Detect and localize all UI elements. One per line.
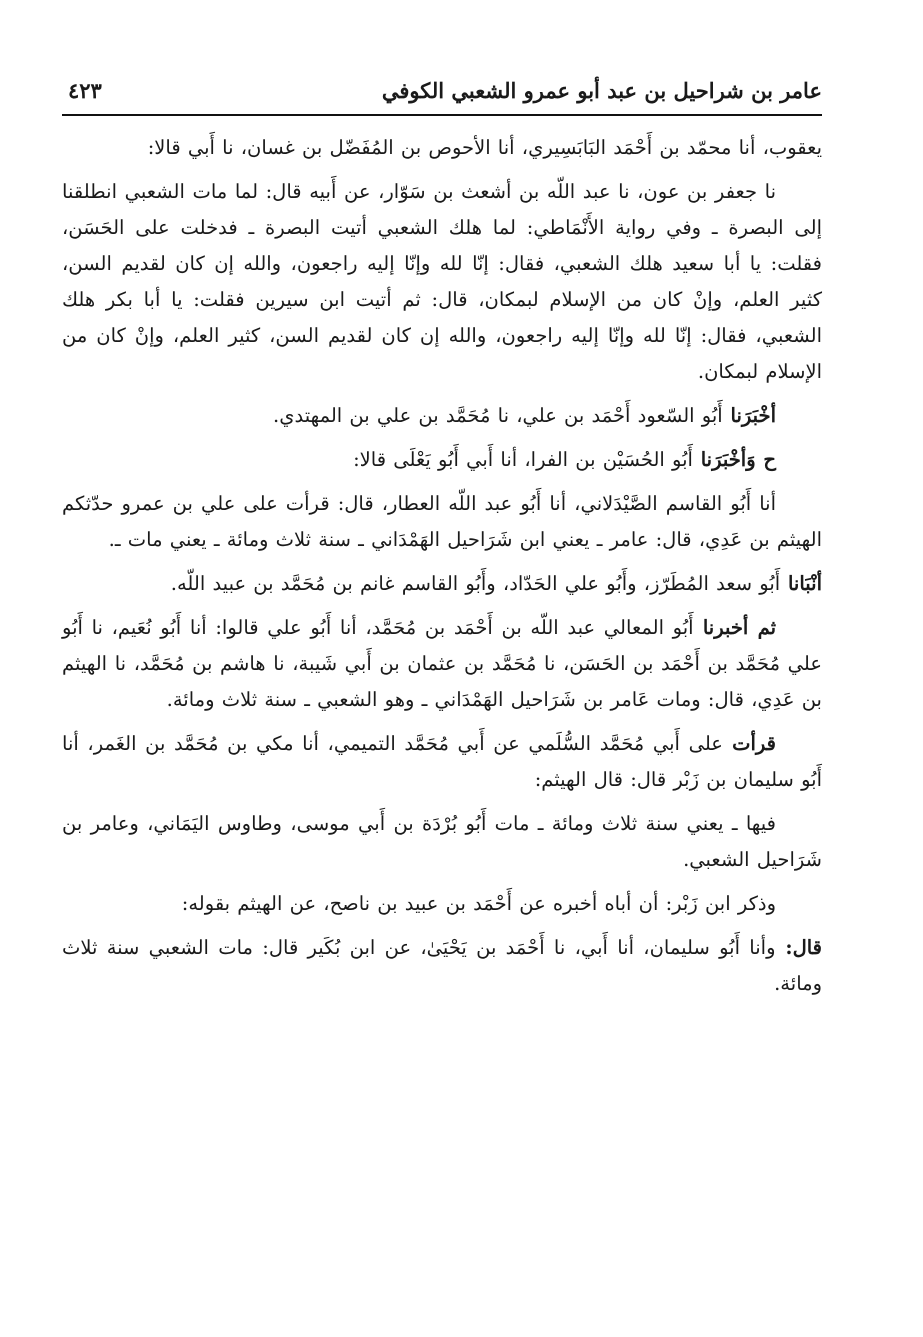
paragraph-text: أَبُو السّعود أَحْمَد بن علي، نا مُحَمَّد بن علي بن المهتدي. xyxy=(273,404,723,427)
paragraph xyxy=(62,566,822,602)
paragraph-lead: أنْبَانا xyxy=(780,572,822,595)
paragraph-text: أَبُو المعالي عبد اللّه بن أَحْمَد بن مُحَمَّد، أنا أَبُو علي قالوا: أنا أَبُو نُعَيم، نا أَبُو علي مُحَمَّد بن أَحْمَد بن الحَسَن، نا مُحَمَّد بن عثمان بن أَبي شَيبة، نا هاشم بن مُحَمَّد، نا الهيثم بن عَدِي، قال: ومات عَامر بن شَرَاحيل الهَمْدَاني ـ وهو الشعبي ـ سنة ثلاث ومائة. xyxy=(62,616,822,711)
paragraph-lead: أخْبَرَنا xyxy=(722,404,776,427)
page-body xyxy=(62,130,822,1002)
paragraph-text: وذكر ابن زَبْر: أن أباه أخبره عن أَحْمَد بن عبيد بن ناصح، عن الهيثم بقوله: xyxy=(181,892,776,915)
book-page xyxy=(62,70,822,1010)
paragraph xyxy=(62,726,822,798)
paragraph-text: فيها ـ يعني سنة ثلاث ومائة ـ مات أَبُو بُرْدَة بن أَبي موسى، وطاوس اليَمَاني، وعامر بن شَرَاحيل الشعبي. xyxy=(62,812,822,871)
paragraph xyxy=(62,398,822,434)
paragraph xyxy=(62,442,822,478)
paragraph-text: أَبُو سعد المُطَرّز، وأَبُو علي الحَدّاد، وأَبُو القاسم غانم بن مُحَمَّد بن عبيد اللّه. xyxy=(170,572,781,595)
paragraph xyxy=(62,486,822,558)
paragraph-lead: قرأت xyxy=(722,732,776,755)
paragraph-text: وأنا أَبُو سليمان، أنا أَبي، نا أَحْمَد بن يَحْيَىٰ، عن ابن بُكَير قال: مات الشعبي سنة ثلاث ومائة. xyxy=(62,936,822,995)
running-title: عامر بن شراحيل بن عبد أبو عمرو الشعبي الكوفي xyxy=(381,78,822,103)
paragraph-text: أنا أَبُو القاسم الصَّيْدَلاني، أنا أَبُو عبد اللّه العطار، قال: قرأت على علي بن عمرو حدّثكم الهيثم بن عَدِي، قال: عامر ـ يعني ابن شَرَاحيل الهَمْدَاني ـ سنة ثلاث ومائة ـ يعني مات ـ. xyxy=(62,492,822,551)
page-header xyxy=(62,70,822,116)
paragraph-lead: ح وَأخْبَرَنا xyxy=(692,448,776,471)
paragraph-lead: قال: xyxy=(775,936,822,959)
paragraph xyxy=(62,130,822,166)
paragraph-text: على أَبي مُحَمَّد السُّلَمي عن أَبي مُحَمَّد التميمي، أنا مكي بن مُحَمَّد بن الغَمر، أنا أَبُو سليمان بن زَبْر قال: قال الهيثم: xyxy=(62,732,822,791)
paragraph xyxy=(62,610,822,718)
paragraph-text: يعقوب، أنا محمّد بن أَحْمَد البَابَسِيري، أنا الأحوص بن المُفَضّل بن غسان، نا أَبي قالا: xyxy=(147,136,822,159)
paragraph xyxy=(62,174,822,390)
paragraph-text: نا جعفر بن عون، نا عبد اللّه بن أشعث بن سَوّار، عن أَبيه قال: لما مات الشعبي انطلقنا إلى البصرة ـ وفي رواية الأَنْمَاطي: لما هلك الشعبي أتيت البصرة ـ فدخلت على الحَسَن، فقلت: يا أبا سعيد هلك الشعبي، فقال: إنّا لله وإنّا إليه راجعون، والله إن كان لقديم السن، كثير العلم، وإنْ كان من الإسلام لبمكان، قال: ثم أتيت ابن سيرين فقلت: يا أبا بكر هلك الشعبي، فقال: إنّا لله وإنّا إليه راجعون، والله إن كان لقديم السن، كثير العلم، وإنْ كان من الإسلام لبمكان. xyxy=(62,180,822,383)
paragraph xyxy=(62,930,822,1002)
paragraph-text: أَبُو الحُسَيْن بن الفرا، أنا أَبي أَبُو يَعْلَى قالا: xyxy=(353,448,693,471)
paragraph-lead: ثم أخبرنا xyxy=(693,616,776,639)
paragraph xyxy=(62,886,822,922)
page-number: ٤٢٣ xyxy=(68,78,102,103)
paragraph xyxy=(62,806,822,878)
